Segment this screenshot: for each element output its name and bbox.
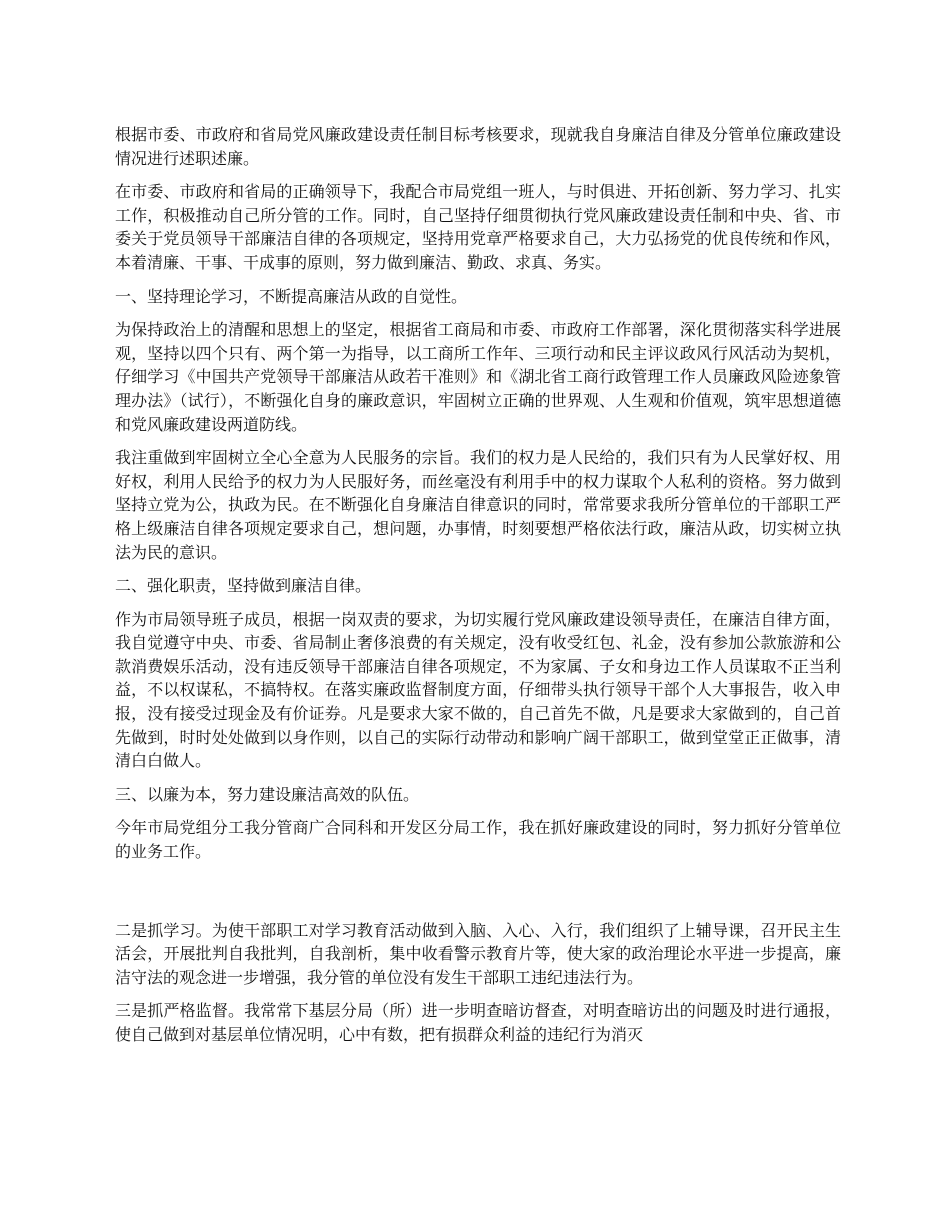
section-heading-1: 一、坚持理论学习，不断提高廉洁从政的自觉性。 — [115, 286, 468, 306]
section-3-paragraph: 今年市局党组分工我分管商广合同科和开发区分局工作，我在抓好廉政建设的同时，努力抓好分管单位的业务工作。 — [115, 818, 841, 862]
section-heading-3: 三、以廉为本，努力建设廉洁高效的队伍。 — [115, 784, 420, 804]
blank-spacer — [115, 874, 841, 919]
intro-paragraph: 根据市委、市政府和省局党风廉政建设责任制目标考核要求，现就我自身廉洁自律及分管单位廉政建设情况进行述职述廉。 — [115, 125, 841, 168]
section-1-paragraph-2: 我注重做到牢固树立全心全意为人民服务的宗旨。我们的权力是人民给的，我们只有为人民掌好权、用好权，利用人民给予的权力为人民服好务，而丝毫没有利用手中的权力谋取个人私利的资格。努力做到坚持立党为公，执政为民。在不断强化自身廉洁自律意识的同时，常常要求我所分管单位的干部职工严格上级廉洁自律各项规定要求自己，想问题，办事情，时刻要想严格依法行政，廉洁从政，切实树立执法为民的意识。 — [115, 448, 841, 562]
section-2-paragraph: 作为市局领导班子成员，根据一岗双责的要求，为切实履行党风廉政建设领导责任，在廉洁自律方面，我自觉遵守中央、市委、省局制止奢侈浪费的有关规定，没有收受红包、礼金，没有参加公款旅游和公款消费娱乐活动，没有违反领导干部廉洁自律各项规定，不为家属、子女和身边工作人员谋取不正当利益，不以权谋私，不搞特权。在落实廉政监督制度方面，仔细带头执行领导干部个人大事报告，收入申报，没有接受过现金及有价证券。凡是要求大家不做的，自己首先不做，凡是要求大家做到的，自己首先做到，时时处处做到以身作则，以自己的实际行动带动和影响广阔干部职工，做到堂堂正正做事，清清白白做人。 — [115, 609, 841, 771]
study-paragraph: 二是抓学习。为使干部职工对学习教育活动做到入脑、入心、入行，我们组织了上辅导课，召开民主生活会，开展批判自我批判，自我剖析，集中收看警示教育片等，使大家的政治理论水平进一步提高，廉洁守法的观念进一步增强，我分管的单位没有发生干部职工违纪违法行为。 — [115, 920, 841, 987]
document-body — [115, 123, 841, 1057]
overview-paragraph: 在市委、市政府和省局的正确领导下，我配合市局党组一班人，与时俱进、开拓创新、努力学习、扎实工作，积极推动自己所分管的工作。同时，自己坚持仔细贯彻执行党风廉政建设责任制和中央、省、市委关于党员领导干部廉洁自律的各项规定，坚持用党章严格要求自己，大力弘扬党的优良传统和作风，本着清廉、干事、干成事的原则，努力做到廉洁、勤政、求真、务实。 — [115, 182, 841, 272]
section-1-paragraph-1: 为保持政治上的清醒和思想上的坚定，根据省工商局和市委、市政府工作部署，深化贯彻落实科学进展观，坚持以四个只有、两个第一为指导，以工商所工作年、三项行动和民主评议政风行风活动为契机，仔细学习《中国共产党领导干部廉洁从政若干准则》和《湖北省工商行政管理工作人员廉政风险迹象管理办法》（试行），不断强化自身的廉政意识，牢固树立正确的世界观、人生观和价值观，筑牢思想道德和党风廉政建设两道防线。 — [115, 320, 841, 434]
supervision-paragraph: 三是抓严格监督。我常常下基层分局（所）进一步明查暗访督查，对明查暗访出的问题及时进行通报，使自己做到对基层单位情况明，心中有数，把有损群众利益的违纪行为消灭 — [115, 1001, 841, 1044]
section-heading-2: 二、强化职责，坚持做到廉洁自律。 — [115, 576, 372, 596]
